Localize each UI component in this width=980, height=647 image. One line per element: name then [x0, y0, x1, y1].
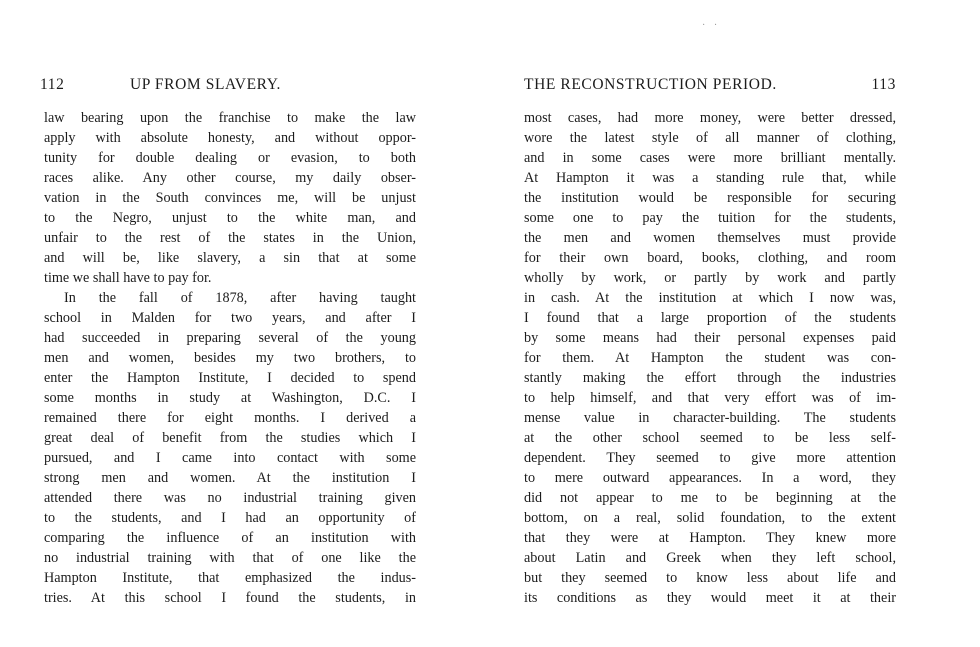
text-line: stantly making the effort through the industries: [524, 370, 896, 386]
right-page: [490, 0, 980, 647]
right-page-number: 113: [871, 76, 896, 93]
right-running-head: [524, 76, 896, 96]
scan-marks: · ·: [702, 20, 721, 31]
text-line: its conditions as they would meet it at their: [524, 590, 896, 606]
text-line: remained there for eight months. I derived a: [44, 410, 416, 426]
text-line: pursued, and I came into contact with some: [44, 450, 416, 466]
text-line: men and women, besides my two brothers, to: [44, 350, 416, 366]
text-line: unfair to the rest of the states in the Union,: [44, 230, 416, 246]
text-line: tries. At this school I found the students, in: [44, 590, 416, 606]
text-line: but they seemed to know less about life and: [524, 570, 896, 586]
text-line: attended there was no industrial training given: [44, 490, 416, 506]
text-line: about Latin and Greek when they left school,: [524, 550, 896, 566]
text-line: the institution would be responsible for securing: [524, 190, 896, 206]
text-line: for their own board, books, clothing, and room: [524, 250, 896, 266]
right-running-title: THE RECONSTRUCTION PERIOD.: [524, 76, 777, 93]
text-line: comparing the influence of an institution with: [44, 530, 416, 546]
left-text-block: [44, 108, 416, 608]
text-line: vation in the South convinces me, will be unjust: [44, 190, 416, 206]
text-line: most cases, had more money, were better dressed,: [524, 110, 896, 126]
text-line: that they were at Hampton. They knew more: [524, 530, 896, 546]
text-line: by some means had their personal expenses paid: [524, 330, 896, 346]
text-line: in cash. At the institution at which I now was,: [524, 290, 896, 306]
text-line: the men and women themselves must provide: [524, 230, 896, 246]
text-line: enter the Hampton Institute, I decided to spend: [44, 370, 416, 386]
text-line: Hampton Institute, that emphasized the indus-: [44, 570, 416, 586]
right-text-block: [524, 108, 896, 608]
text-line: races alike. Any other course, my daily obser-: [44, 170, 416, 186]
text-line: bottom, on a real, solid foundation, to the extent: [524, 510, 896, 526]
text-line: dependent. They seemed to give more attention: [524, 450, 896, 466]
text-line: great deal of benefit from the studies which I: [44, 430, 416, 446]
text-line: time we shall have to pay for.: [44, 270, 212, 286]
text-line: school in Malden for two years, and after I: [44, 310, 416, 326]
text-line: and in some cases were more brilliant mentally.: [524, 150, 896, 166]
text-line: to help himself, and that very effort was of im-: [524, 390, 896, 406]
text-line: at the other school seemed to be less self-: [524, 430, 896, 446]
text-line: tunity for double dealing or evasion, to both: [44, 150, 416, 166]
text-line: no industrial training with that of one like the: [44, 550, 416, 566]
left-running-title: UP FROM SLAVERY.: [130, 76, 282, 93]
text-line: to mere outward appearances. In a word, they: [524, 470, 896, 486]
text-line: some one to pay the tuition for the students,: [524, 210, 896, 226]
text-line: to the students, and I had an opportunity of: [44, 510, 416, 526]
text-line: and will be, like slavery, a sin that at some: [44, 250, 416, 266]
text-line: At Hampton it was a standing rule that, while: [524, 170, 896, 186]
text-line: apply with absolute honesty, and without oppor-: [44, 130, 416, 146]
text-line: had succeeded in preparing several of the young: [44, 330, 416, 346]
left-page-number: 112: [40, 76, 65, 93]
text-line: did not appear to me to be beginning at the: [524, 490, 896, 506]
text-line: for them. At Hampton the student was con-: [524, 350, 896, 366]
left-running-head: [40, 76, 415, 96]
text-line: wore the latest style of all manner of clothing,: [524, 130, 896, 146]
text-line: strong men and women. At the institution I: [44, 470, 416, 486]
text-line: to the Negro, unjust to the white man, and: [44, 210, 416, 226]
text-line: mense value in character-building. The students: [524, 410, 896, 426]
text-line: I found that a large proportion of the students: [524, 310, 896, 326]
paragraph-start-line: In the fall of 1878, after having taught: [64, 290, 416, 306]
text-line: law bearing upon the franchise to make the law: [44, 110, 416, 126]
text-line: some months in study at Washington, D.C. I: [44, 390, 416, 406]
text-line: wholly by work, or partly by work and partly: [524, 270, 896, 286]
